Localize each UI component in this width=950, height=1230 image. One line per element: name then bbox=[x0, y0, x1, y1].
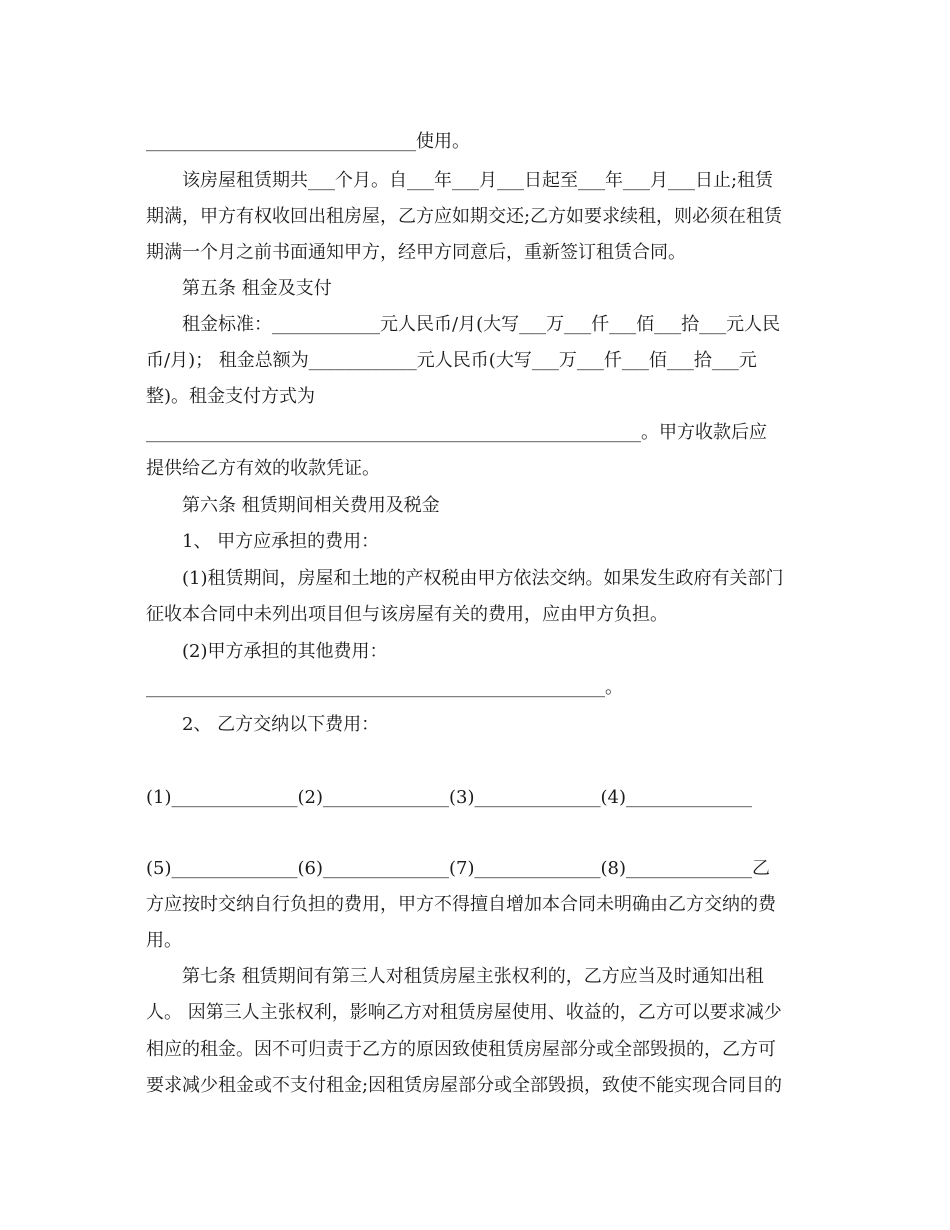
text-line: (5)______________(6)______________(7)______________(8)______________乙 bbox=[146, 858, 770, 879]
text-line: (1)______________(2)______________(3)______________(4)______________ bbox=[146, 787, 752, 808]
text-line: 期满，甲方有权收回出租房屋，乙方应如期交还;乙方如要求续租，则必须在租赁 bbox=[146, 206, 783, 227]
text-line: ___________________________________________________。 bbox=[146, 677, 623, 698]
text-line: 该房屋租赁期共___个月。自___年___月___日起至___年___月___日止;租赁 bbox=[182, 170, 774, 191]
article-heading: 第六条 租赁期间相关费用及税金 bbox=[182, 495, 440, 516]
text-line: (2)甲方承担的其他费用： bbox=[182, 641, 388, 662]
article-heading: 第七条 租赁期间有第三人对租赁房屋主张权利的，乙方应当及时通知出租 bbox=[182, 966, 764, 987]
text-line: _______________________________________________________。甲方收款后应 bbox=[146, 422, 767, 443]
text-line: 相应的租金。因不可归责于乙方的原因致使租赁房屋部分或全部毁损的，乙方可 bbox=[146, 1039, 776, 1060]
text-line: 方应按时交纳自行负担的费用，甲方不得擅自增加本合同未明确由乙方交纳的费 bbox=[146, 894, 776, 915]
text-line: 币/月)； 租金总额为____________元人民币(大写___万___仟___佰___拾___元 bbox=[146, 350, 757, 371]
text-line: 征收本合同中未列出项目但与该房屋有关的费用，应由甲方负担。 bbox=[146, 604, 668, 625]
text-line: 要求减少租金或不支付租金;因租赁房屋部分或全部毁损，致使不能实现合同目的 bbox=[146, 1075, 783, 1096]
text-line: 提供给乙方有效的收款凭证。 bbox=[146, 458, 380, 479]
text-line: 整)。租金支付方式为 bbox=[146, 386, 316, 407]
article-heading: 第五条 租金及支付 bbox=[182, 278, 332, 299]
list-item: 2、 乙方交纳以下费用： bbox=[182, 714, 380, 735]
text-line: 用。 bbox=[146, 930, 182, 951]
text-line: 人。 因第三人主张权利，影响乙方对租赁房屋使用、收益的，乙方可以要求减少 bbox=[146, 1002, 782, 1023]
text-line: (1)租赁期间，房屋和土地的产权税由甲方依法交纳。如果发生政府有关部门 bbox=[182, 568, 784, 589]
text-line: 期满一个月之前书面通知甲方，经甲方同意后，重新签订租赁合同。 bbox=[146, 242, 686, 263]
text-line: ______________________________使用。 bbox=[146, 131, 470, 152]
list-item: 1、 甲方应承担的费用： bbox=[182, 531, 380, 552]
text-line: 租金标准：____________元人民币/月(大写___万___仟___佰___拾___元人民 bbox=[182, 314, 781, 335]
